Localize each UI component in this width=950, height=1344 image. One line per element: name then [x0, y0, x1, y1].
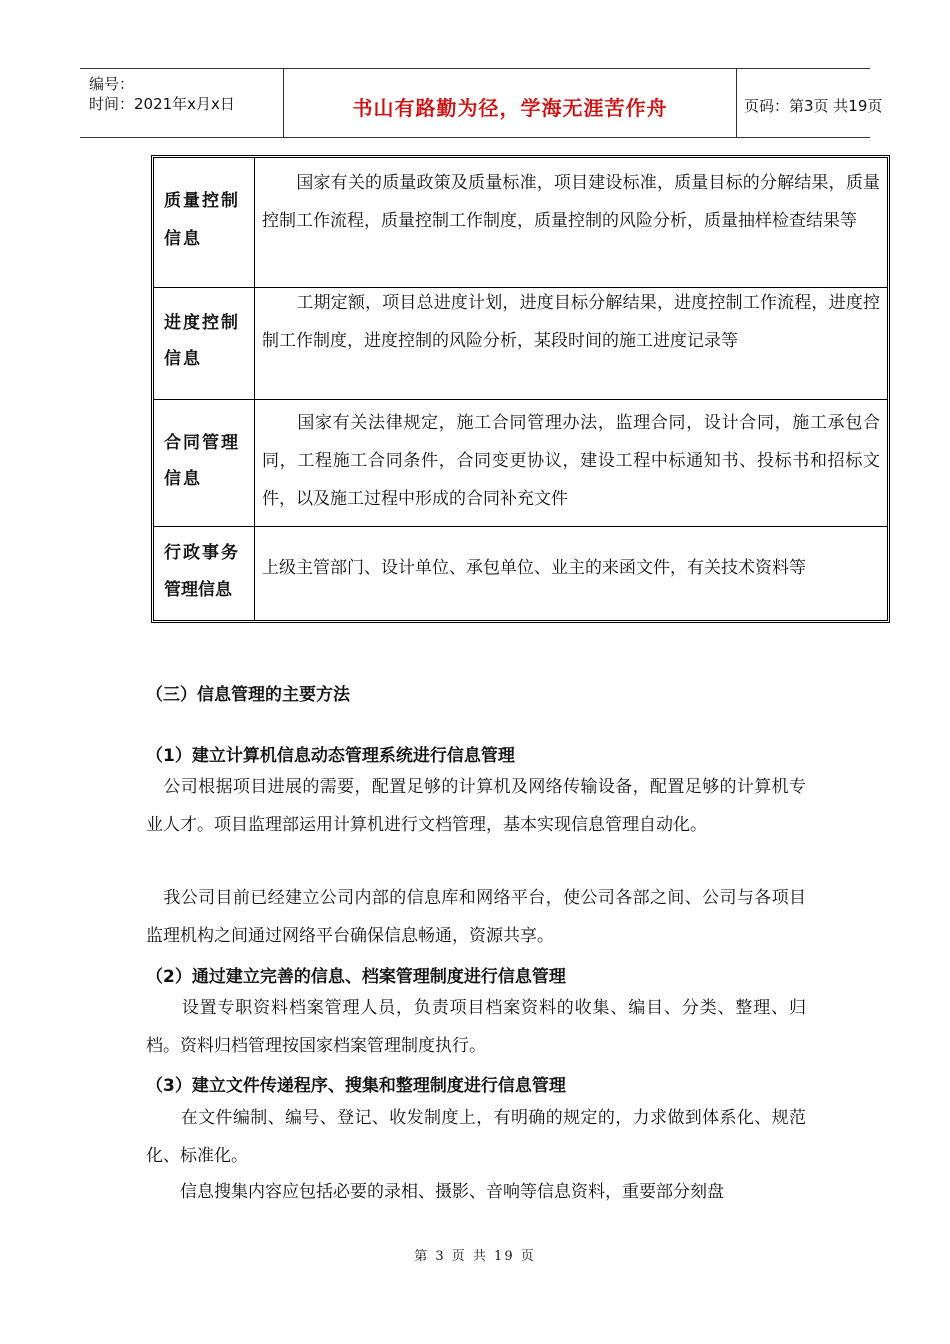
row-label-line2: 信息: [164, 469, 202, 489]
page-header: [80, 68, 883, 138]
row-label-line1: 进度控制: [164, 313, 240, 333]
row-label-cell: [154, 158, 255, 287]
table-row: [154, 288, 887, 400]
table-row: [154, 527, 887, 620]
table-row: [154, 400, 887, 527]
row-label-line1: 行政事务: [164, 543, 240, 563]
header-page-info: 页码：第3页 共19页: [744, 97, 883, 115]
header-page-cell: [736, 69, 883, 137]
method-paragraph: 在文件编制、编号、登记、收发制度上，有明确的规定的，力求做到体系化、规范化、标准化。: [146, 1108, 806, 1166]
row-label-line2: 信息: [164, 349, 202, 369]
method-paragraph: 信息搜集内容应包括必要的录相、摄影、音响等信息资料，重要部分刻盘: [146, 1182, 724, 1202]
row-label-line2: 管理信息: [164, 580, 232, 600]
info-category-table: [153, 157, 888, 621]
document-number-label: 编号：: [89, 75, 135, 93]
row-label-cell: [154, 400, 255, 526]
row-label-line2: 信息: [164, 229, 202, 249]
document-time-label: 时间：2021年x月x日: [89, 95, 235, 113]
method-paragraph: 我公司目前已经建立公司内部的信息库和网络平台，使公司各部之间、公司与各项目监理机构之间通过网络平台确保信息畅通，资源共享。: [146, 888, 806, 946]
header-meta-cell: [80, 69, 283, 137]
method-heading-1: （1）建立计算机信息动态管理系统进行信息管理: [146, 746, 515, 766]
row-label-cell: [154, 288, 255, 399]
row-content: 上级主管部门、设计单位、承包单位、业主的来函文件，有关技术资料等: [262, 558, 806, 578]
method-paragraph: 公司根据项目进展的需要，配置足够的计算机及网络传输设备，配置足够的计算机专业人才。项目监理部运用计算机进行文档管理，基本实现信息管理自动化。: [146, 777, 806, 835]
section-title: （三）信息管理的主要方法: [146, 685, 350, 705]
row-label-line1: 合同管理: [164, 433, 240, 453]
method-heading-2: （2）通过建立完善的信息、档案管理制度进行信息管理: [146, 967, 566, 987]
row-content: 国家有关法律规定，施工合同管理办法，监理合同，设计合同，施工承包合同，工程施工合同条件，合同变更协议，建设工程中标通知书、投标书和招标文件，以及施工过程中形成的合同补充文件: [262, 413, 880, 509]
page-footer: 第 3 页 共 19 页: [414, 1249, 536, 1264]
method-heading-3: （3）建立文件传递程序、搜集和整理制度进行信息管理: [146, 1076, 566, 1096]
row-label-line1: 质量控制: [164, 191, 240, 211]
table-row: [154, 158, 887, 288]
row-label-cell: [154, 527, 255, 620]
row-content: 工期定额，项目总进度计划，进度目标分解结果，进度控制工作流程，进度控制工作制度，进度控制的风险分析，某段时间的施工进度记录等: [262, 293, 880, 351]
row-content: 国家有关的质量政策及质量标准，项目建设标准，质量目标的分解结果，质量控制工作流程，质量控制工作制度，质量控制的风险分析，质量抽样检查结果等: [262, 173, 880, 231]
header-motto: 书山有路勤为径，学海无涯苦作舟: [352, 96, 668, 120]
method-paragraph: 设置专职资料档案管理人员，负责项目档案资料的收集、编目、分类、整理、归档。资料归档管理按国家档案管理制度执行。: [146, 998, 806, 1056]
header-motto-cell: [283, 69, 737, 137]
